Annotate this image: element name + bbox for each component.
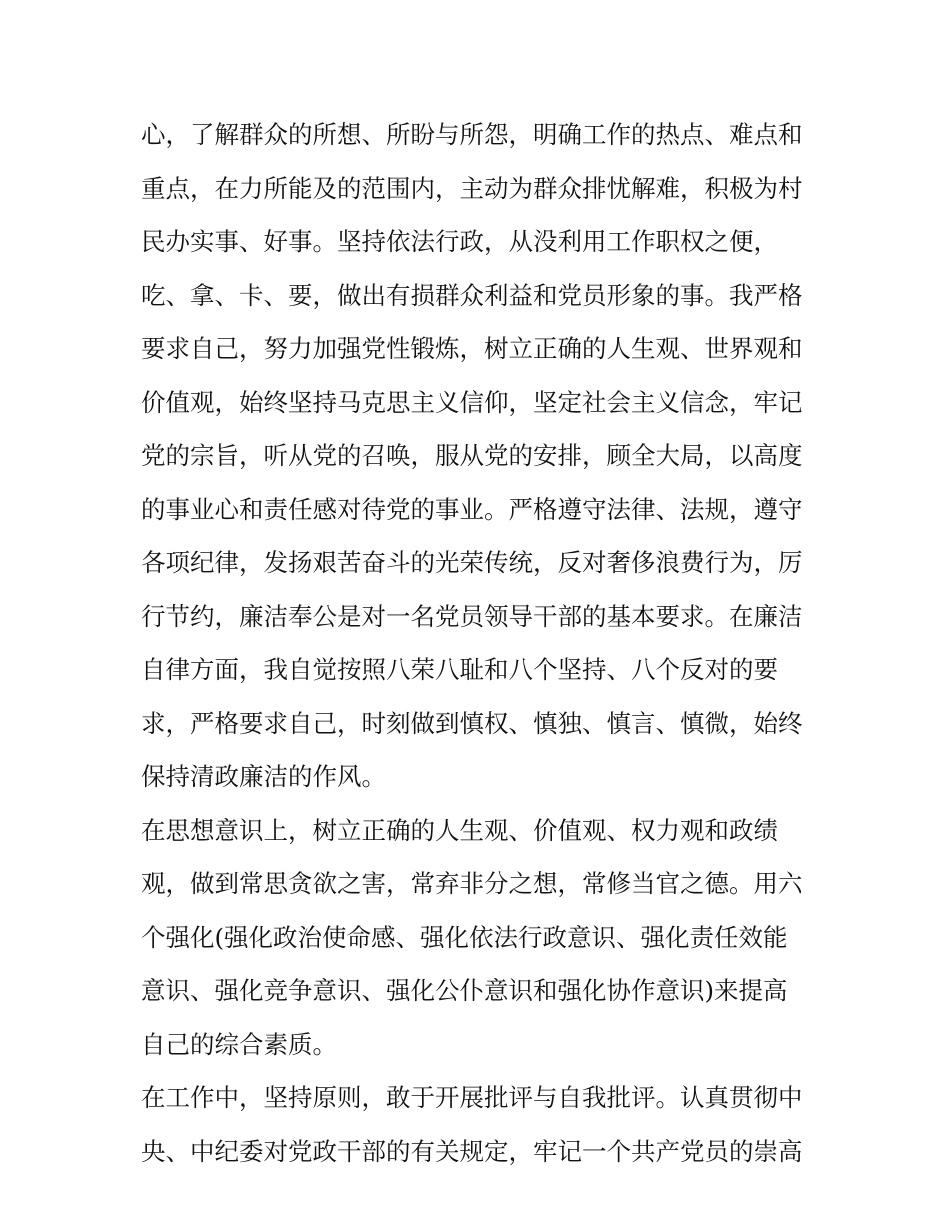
text-line: 价值观，始终坚持马克思主义信仰，坚定社会主义信念，牢记 [141,387,803,417]
text-line: 意识、强化竞争意识、强化公仆意识和强化协作意识)来提高 [141,976,788,1005]
text-line: 民办实事、好事。坚持依法行政，从没利用工作职权之便， [141,227,778,256]
text-line: 在工作中，坚持原则，敢于开展批评与自我批评。认真贯彻中 [141,1083,803,1112]
text-line: 自律方面，我自觉按照八荣八耻和八个坚持、八个反对的要 [141,655,778,684]
text-line: 央、中纪委对党政干部的有关规定，牢记一个共产党员的崇高 [141,1136,803,1166]
text-line: 求，严格要求自己，时刻做到慎权、慎独、慎言、慎微，始终 [141,708,803,738]
text-line: 在思想意识上，树立正确的人生观、价值观、权力观和政绩 [141,815,778,845]
text-line: 自己的综合素质。 [141,1029,337,1059]
text-line: 行节约，廉洁奉公是对一名党员领导干部的基本要求。在廉洁 [141,601,803,631]
text-line: 吃、拿、卡、要，做出有损群众利益和党员形象的事。我严格 [141,280,803,310]
text-line: 观，做到常思贪欲之害，常弃非分之想，常修当官之德。用六 [141,869,803,898]
text-line: 心，了解群众的所想、所盼与所怨，明确工作的热点、难点和 [141,120,803,149]
text-line: 保持清政廉洁的作风。 [141,762,386,791]
text-line: 的事业心和责任感对待党的事业。严格遵守法律、法规，遵守 [141,494,803,524]
text-line: 重点，在力所能及的范围内，主动为群众排忧解难，积极为村 [141,173,803,203]
text-line: 各项纪律，发扬艰苦奋斗的光荣传统，反对奢侈浪费行为，厉 [141,548,803,577]
document-body [141,108,831,1178]
text-line: 要求自己，努力加强党性锻炼，树立正确的人生观、世界观和 [141,334,803,363]
text-line: 个强化(强化政治使命感、强化依法行政意识、强化责任效能 [141,922,788,952]
text-line: 党的宗旨，听从党的召唤，服从党的安排，顾全大局，以高度 [141,441,803,470]
